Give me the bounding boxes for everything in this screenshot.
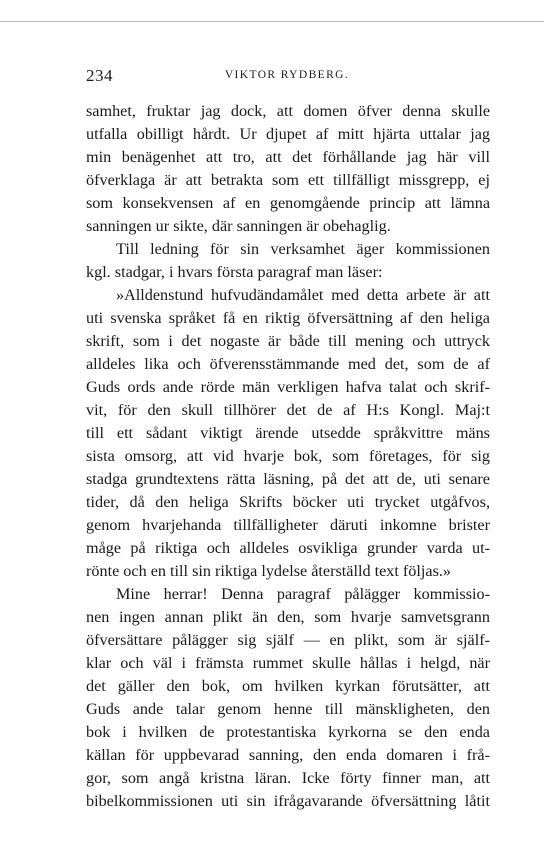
text-line: klar och väl i främsta rummet skulle hållas i helgd, när bbox=[86, 654, 490, 672]
text-line: till ett sådant viktigt ärende utsedde språkvittre mäns bbox=[86, 424, 490, 442]
text-line: tider, då den heliga Skrifts böcker uti trycket utgåfvos, bbox=[86, 493, 490, 511]
text-line: det gäller den bok, om hvilken kyrkan förutsätter, att bbox=[86, 677, 490, 695]
text-line: gor, som angå kristna läran. Icke förty finner man, att bbox=[86, 769, 490, 787]
top-rule bbox=[0, 21, 544, 22]
text-line: Guds ande talar genom henne till mänskligheten, den bbox=[86, 700, 490, 718]
page-number: 234 bbox=[86, 66, 113, 85]
text-line: kgl. stadgar, i hvars första paragraf man läser: bbox=[86, 263, 383, 281]
text-line: som konsekvensen af en genomgående princip att lämna bbox=[86, 194, 490, 212]
text-line: uti svenska språket få en riktig öfversättning af den heliga bbox=[86, 309, 490, 327]
text-line: måge på riktiga och alldeles osvikliga grunder varda ut- bbox=[86, 539, 490, 557]
running-head: VIKTOR RYDBERG. bbox=[224, 69, 350, 81]
text-line: öfversättare pålägger sig själf — en plikt, som är själf- bbox=[86, 631, 490, 649]
text-line: utfalla obilligt hårdt. Ur djupet af mitt hjärta uttalar jag bbox=[86, 125, 490, 143]
text-line: Mine herrar! Denna paragraf pålägger kommissio- bbox=[116, 585, 490, 603]
text-line: Guds ords ande rörde män verkligen hafva talat och skrif- bbox=[86, 378, 490, 396]
text-line: bok i hvilken de protestantiska kyrkorna se den enda bbox=[86, 723, 490, 741]
page-body bbox=[86, 100, 490, 813]
text-line: nen ingen annan plikt än den, som hvarje samvetsgrann bbox=[86, 608, 490, 626]
page-header bbox=[86, 66, 488, 86]
text-line: alldeles lika och öfverensstämmande med det, som de af bbox=[86, 355, 490, 373]
text-line: källan för uppbevarad sanning, den enda domaren i frå- bbox=[86, 746, 490, 764]
text-line: skrift, som i det nogaste är både till mening och uttryck bbox=[86, 332, 490, 350]
text-line: öfverklaga är att betrakta som ett tillfälligt missgrepp, ej bbox=[86, 171, 490, 189]
text-line: min benägenhet att tro, att det förhållande jag här vill bbox=[86, 148, 490, 166]
text-line: »Alldenstund hufvudändamålet med detta arbete är att bbox=[116, 286, 490, 304]
text-line: genom hvarjehanda tillfälligheter däruti inkomne brister bbox=[86, 516, 490, 534]
text-line: sista omsorg, att vid hvarje bok, som företages, för sig bbox=[86, 447, 490, 465]
text-line: samhet, fruktar jag dock, att domen öfver denna skulle bbox=[86, 102, 490, 120]
text-line: sanningen ur sikte, där sanningen är obehaglig. bbox=[86, 217, 391, 235]
text-line: rönte och en till sin riktiga lydelse återställd text följas.» bbox=[86, 562, 452, 580]
text-line: Till ledning för sin verksamhet äger kommissionen bbox=[116, 240, 490, 258]
text-line: bibelkommissionen uti sin ifrågavarande öfversättning låtit bbox=[86, 792, 490, 810]
text-line: vit, för den skull tillhörer det de af H:s Kongl. Maj:t bbox=[86, 401, 490, 419]
text-line: stadga grundtextens rätta läsning, på det att de, uti senare bbox=[86, 470, 490, 488]
